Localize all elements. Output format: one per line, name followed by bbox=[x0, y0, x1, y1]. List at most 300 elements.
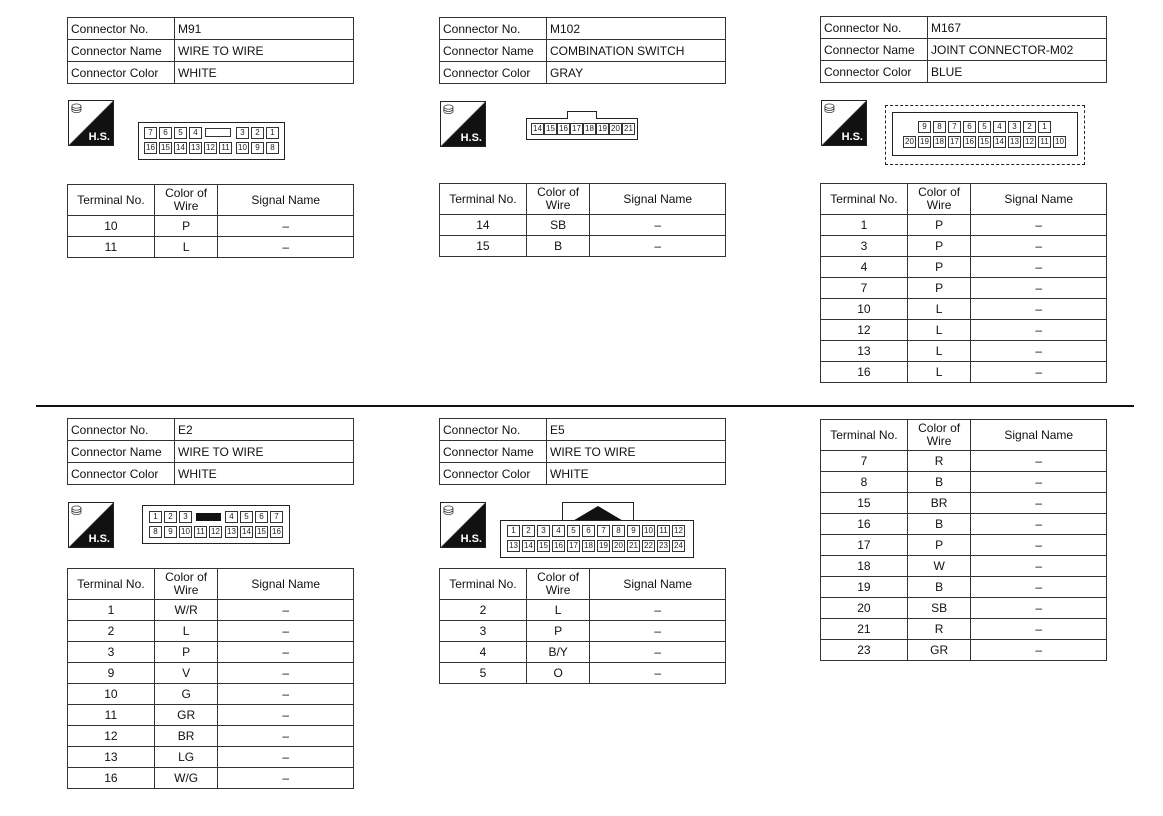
latch-slot bbox=[205, 128, 231, 137]
pin: 24 bbox=[672, 540, 685, 552]
table-row bbox=[68, 216, 354, 237]
pin: 23 bbox=[657, 540, 670, 552]
harness-side-icon bbox=[440, 502, 486, 548]
wire-color-cell: P bbox=[907, 278, 971, 299]
terminal-no-cell: 12 bbox=[821, 320, 908, 341]
terminal-no-cell: 11 bbox=[68, 237, 155, 258]
hs-label: H.S. bbox=[841, 131, 863, 143]
pin: 7 bbox=[144, 127, 157, 139]
table-row bbox=[821, 236, 1107, 257]
table-row bbox=[821, 451, 1107, 472]
wire-color-cell: GR bbox=[154, 705, 218, 726]
pin: 14 bbox=[531, 123, 544, 135]
harness-side-icon bbox=[821, 100, 867, 146]
pin: 7 bbox=[270, 511, 283, 523]
terminal-no-cell: 7 bbox=[821, 451, 908, 472]
pin: 9 bbox=[627, 525, 640, 537]
table-row bbox=[821, 320, 1107, 341]
pin: 20 bbox=[612, 540, 625, 552]
signal-name-cell: – bbox=[218, 237, 354, 258]
wire-color-header: Color of Wire bbox=[154, 569, 218, 600]
connector-info-m91 bbox=[67, 17, 354, 84]
wire-color-cell: P bbox=[907, 535, 971, 556]
pin: 13 bbox=[225, 526, 238, 538]
connector-color-value: BLUE bbox=[928, 61, 1107, 83]
signal-name-cell: – bbox=[590, 215, 726, 236]
latch-block bbox=[196, 513, 221, 521]
terminal-no-cell: 23 bbox=[821, 640, 908, 661]
pin: 12 bbox=[204, 142, 217, 154]
pin: 4 bbox=[189, 127, 202, 139]
wire-color-cell: SB bbox=[526, 215, 590, 236]
hs-label: H.S. bbox=[460, 132, 482, 144]
connector-key-e5 bbox=[562, 502, 634, 522]
pin: 13 bbox=[507, 540, 520, 552]
pin: 9 bbox=[251, 142, 264, 154]
pin: 10 bbox=[1053, 136, 1066, 148]
pin: 1 bbox=[266, 127, 279, 139]
terminal-table-m91 bbox=[67, 184, 354, 258]
wire-color-cell: B bbox=[526, 236, 590, 257]
wire-color-cell: B bbox=[907, 514, 971, 535]
table-row bbox=[68, 621, 354, 642]
signal-name-cell: – bbox=[590, 642, 726, 663]
terminal-no-cell: 16 bbox=[821, 362, 908, 383]
pin: 5 bbox=[240, 511, 253, 523]
connector-no-label: Connector No. bbox=[440, 419, 547, 441]
pin: 20 bbox=[903, 136, 916, 148]
pin: 16 bbox=[557, 123, 570, 135]
signal-name-cell: – bbox=[971, 236, 1107, 257]
connector-no-label: Connector No. bbox=[440, 18, 547, 40]
terminal-no-header: Terminal No. bbox=[68, 185, 155, 216]
table-row bbox=[440, 663, 726, 684]
wire-color-header: Color of Wire bbox=[526, 184, 590, 215]
terminal-no-cell: 20 bbox=[821, 598, 908, 619]
pin: 17 bbox=[567, 540, 580, 552]
pin: 8 bbox=[149, 526, 162, 538]
table-row bbox=[68, 600, 354, 621]
connector-name-value: WIRE TO WIRE bbox=[175, 441, 354, 463]
wire-color-cell: L bbox=[907, 341, 971, 362]
pin: 2 bbox=[522, 525, 535, 537]
pin: 1 bbox=[507, 525, 520, 537]
pin: 4 bbox=[225, 511, 238, 523]
pin: 8 bbox=[266, 142, 279, 154]
pin: 12 bbox=[209, 526, 222, 538]
pin: 21 bbox=[622, 123, 635, 135]
connector-color-value: WHITE bbox=[175, 463, 354, 485]
wire-color-header: Color of Wire bbox=[907, 420, 971, 451]
table-row bbox=[821, 514, 1107, 535]
wire-color-cell: P bbox=[907, 257, 971, 278]
connector-no-value: M167 bbox=[928, 17, 1107, 39]
table-row bbox=[821, 257, 1107, 278]
wire-color-cell: P bbox=[154, 642, 218, 663]
connector-color-value: WHITE bbox=[547, 463, 726, 485]
table-row bbox=[68, 642, 354, 663]
terminal-no-cell: 13 bbox=[68, 747, 155, 768]
pin: 4 bbox=[552, 525, 565, 537]
harness-side-icon bbox=[68, 100, 114, 146]
wire-color-cell: LG bbox=[154, 747, 218, 768]
wire-color-cell: W bbox=[907, 556, 971, 577]
pin: 7 bbox=[597, 525, 610, 537]
pin: 3 bbox=[179, 511, 192, 523]
signal-name-cell: – bbox=[971, 299, 1107, 320]
signal-name-cell: – bbox=[971, 341, 1107, 362]
connector-name-label: Connector Name bbox=[440, 40, 547, 62]
signal-name-cell: – bbox=[971, 215, 1107, 236]
pin: 6 bbox=[255, 511, 268, 523]
pin: 13 bbox=[1008, 136, 1021, 148]
terminal-no-cell: 9 bbox=[68, 663, 155, 684]
pin: 11 bbox=[219, 142, 232, 154]
pin: 16 bbox=[552, 540, 565, 552]
table-row bbox=[440, 642, 726, 663]
connector-info-m102 bbox=[439, 17, 726, 84]
table-row bbox=[821, 535, 1107, 556]
wire-color-cell: L bbox=[154, 621, 218, 642]
table-row bbox=[68, 237, 354, 258]
signal-name-cell: – bbox=[590, 621, 726, 642]
signal-name-cell: – bbox=[971, 278, 1107, 299]
pin: 15 bbox=[255, 526, 268, 538]
pin: 6 bbox=[582, 525, 595, 537]
pin: 14 bbox=[174, 142, 187, 154]
wire-color-cell: B bbox=[907, 472, 971, 493]
terminal-no-cell: 13 bbox=[821, 341, 908, 362]
connector-name-value: WIRE TO WIRE bbox=[175, 40, 354, 62]
signal-name-cell: – bbox=[590, 663, 726, 684]
terminal-no-cell: 8 bbox=[821, 472, 908, 493]
table-row bbox=[68, 726, 354, 747]
table-row bbox=[821, 215, 1107, 236]
table-row bbox=[821, 362, 1107, 383]
signal-name-cell: – bbox=[971, 535, 1107, 556]
wire-color-cell: R bbox=[907, 619, 971, 640]
connector-name-value: WIRE TO WIRE bbox=[547, 441, 726, 463]
table-row bbox=[68, 747, 354, 768]
pin: 2 bbox=[251, 127, 264, 139]
wire-color-cell: G bbox=[154, 684, 218, 705]
terminal-no-cell: 16 bbox=[68, 768, 155, 789]
table-row bbox=[440, 215, 726, 236]
terminal-no-cell: 4 bbox=[821, 257, 908, 278]
terminal-no-cell: 4 bbox=[440, 642, 527, 663]
pin: 9 bbox=[918, 121, 931, 133]
table-row bbox=[821, 299, 1107, 320]
harness-side-icon bbox=[68, 502, 114, 548]
wire-color-cell: P bbox=[907, 236, 971, 257]
table-row bbox=[821, 598, 1107, 619]
connector-name-label: Connector Name bbox=[821, 39, 928, 61]
terminal-table-m167 bbox=[820, 183, 1107, 383]
signal-name-cell: – bbox=[590, 236, 726, 257]
pin: 20 bbox=[609, 123, 622, 135]
wire-color-cell: SB bbox=[907, 598, 971, 619]
signal-name-header: Signal Name bbox=[590, 184, 726, 215]
terminal-no-header: Terminal No. bbox=[821, 184, 908, 215]
pin: 14 bbox=[993, 136, 1006, 148]
connector-no-value: M102 bbox=[547, 18, 726, 40]
pin: 3 bbox=[537, 525, 550, 537]
signal-name-cell: – bbox=[218, 684, 354, 705]
terminal-no-cell: 5 bbox=[440, 663, 527, 684]
wire-color-cell: L bbox=[907, 320, 971, 341]
signal-name-cell: – bbox=[971, 472, 1107, 493]
connector-face-e5 bbox=[500, 520, 694, 558]
pin: 19 bbox=[596, 123, 609, 135]
pin: 5 bbox=[978, 121, 991, 133]
wire-color-cell: O bbox=[526, 663, 590, 684]
hs-label: H.S. bbox=[88, 533, 110, 545]
terminal-table-e2 bbox=[67, 568, 354, 789]
connector-key bbox=[567, 111, 597, 119]
wire-color-cell: L bbox=[907, 299, 971, 320]
connector-name-label: Connector Name bbox=[68, 40, 175, 62]
wire-color-cell: W/G bbox=[154, 768, 218, 789]
pin: 7 bbox=[948, 121, 961, 133]
connector-symbol-icon: ⛁ bbox=[71, 503, 82, 518]
table-row bbox=[821, 278, 1107, 299]
terminal-no-cell: 15 bbox=[440, 236, 527, 257]
connector-info-m167 bbox=[820, 16, 1107, 83]
signal-name-cell: – bbox=[218, 216, 354, 237]
signal-name-cell: – bbox=[971, 362, 1107, 383]
signal-name-cell: – bbox=[971, 556, 1107, 577]
pin: 10 bbox=[179, 526, 192, 538]
wire-color-header: Color of Wire bbox=[526, 569, 590, 600]
terminal-no-cell: 3 bbox=[821, 236, 908, 257]
terminal-no-cell: 12 bbox=[68, 726, 155, 747]
terminal-no-cell: 10 bbox=[821, 299, 908, 320]
terminal-table-e5 bbox=[439, 568, 726, 684]
table-row bbox=[821, 472, 1107, 493]
hs-label: H.S. bbox=[88, 131, 110, 143]
signal-name-header: Signal Name bbox=[971, 184, 1107, 215]
wire-color-cell: P bbox=[526, 621, 590, 642]
connector-face-m91 bbox=[138, 122, 285, 160]
terminal-no-cell: 18 bbox=[821, 556, 908, 577]
pin: 11 bbox=[657, 525, 670, 537]
wire-color-cell: R bbox=[907, 451, 971, 472]
terminal-no-cell: 15 bbox=[821, 493, 908, 514]
terminal-no-header: Terminal No. bbox=[440, 184, 527, 215]
connector-color-label: Connector Color bbox=[440, 463, 547, 485]
connector-name-label: Connector Name bbox=[440, 441, 547, 463]
terminal-no-cell: 10 bbox=[68, 216, 155, 237]
signal-name-cell: – bbox=[218, 747, 354, 768]
terminal-no-cell: 16 bbox=[821, 514, 908, 535]
pin: 14 bbox=[522, 540, 535, 552]
wire-color-cell: L bbox=[154, 237, 218, 258]
table-row bbox=[440, 236, 726, 257]
table-row bbox=[440, 600, 726, 621]
pin: 12 bbox=[672, 525, 685, 537]
table-row bbox=[68, 663, 354, 684]
pin: 16 bbox=[963, 136, 976, 148]
section-divider bbox=[36, 405, 1134, 407]
connector-no-label: Connector No. bbox=[821, 17, 928, 39]
pin: 15 bbox=[159, 142, 172, 154]
signal-name-header: Signal Name bbox=[218, 185, 354, 216]
signal-name-cell: – bbox=[218, 663, 354, 684]
table-row bbox=[821, 577, 1107, 598]
signal-name-cell: – bbox=[218, 768, 354, 789]
connector-symbol-icon: ⛁ bbox=[71, 101, 82, 116]
pin: 6 bbox=[963, 121, 976, 133]
pin: 6 bbox=[159, 127, 172, 139]
connector-color-label: Connector Color bbox=[68, 62, 175, 84]
pin: 17 bbox=[948, 136, 961, 148]
signal-name-cell: – bbox=[971, 619, 1107, 640]
terminal-table-e5-continued bbox=[820, 419, 1107, 661]
connector-symbol-icon: ⛁ bbox=[443, 503, 454, 518]
pin: 11 bbox=[1038, 136, 1051, 148]
wire-color-cell: W/R bbox=[154, 600, 218, 621]
terminal-no-cell: 14 bbox=[440, 215, 527, 236]
pin: 13 bbox=[189, 142, 202, 154]
signal-name-cell: – bbox=[218, 621, 354, 642]
terminal-no-cell: 3 bbox=[68, 642, 155, 663]
signal-name-cell: – bbox=[971, 493, 1107, 514]
table-row bbox=[68, 768, 354, 789]
terminal-no-cell: 7 bbox=[821, 278, 908, 299]
wire-color-header: Color of Wire bbox=[154, 185, 218, 216]
signal-name-cell: – bbox=[218, 705, 354, 726]
terminal-no-cell: 21 bbox=[821, 619, 908, 640]
wire-color-cell: L bbox=[907, 362, 971, 383]
terminal-no-cell: 10 bbox=[68, 684, 155, 705]
signal-name-cell: – bbox=[971, 257, 1107, 278]
pin: 3 bbox=[236, 127, 249, 139]
signal-name-cell: – bbox=[218, 600, 354, 621]
table-row bbox=[821, 640, 1107, 661]
signal-name-cell: – bbox=[971, 598, 1107, 619]
signal-name-cell: – bbox=[590, 600, 726, 621]
pin: 15 bbox=[537, 540, 550, 552]
pin: 18 bbox=[583, 123, 596, 135]
pin: 12 bbox=[1023, 136, 1036, 148]
pin: 18 bbox=[582, 540, 595, 552]
connector-info-e5 bbox=[439, 418, 726, 485]
wire-color-cell: B/Y bbox=[526, 642, 590, 663]
pin: 10 bbox=[642, 525, 655, 537]
connector-name-value: COMBINATION SWITCH bbox=[547, 40, 726, 62]
wire-color-cell: P bbox=[154, 216, 218, 237]
terminal-no-cell: 19 bbox=[821, 577, 908, 598]
signal-name-cell: – bbox=[218, 726, 354, 747]
pin: 14 bbox=[240, 526, 253, 538]
terminal-table-m102 bbox=[439, 183, 726, 257]
signal-name-cell: – bbox=[971, 514, 1107, 535]
connector-no-value: E5 bbox=[547, 419, 726, 441]
terminal-no-header: Terminal No. bbox=[68, 569, 155, 600]
pin: 11 bbox=[194, 526, 207, 538]
connector-color-label: Connector Color bbox=[68, 463, 175, 485]
pin: 8 bbox=[933, 121, 946, 133]
signal-name-cell: – bbox=[971, 577, 1107, 598]
connector-face-e2 bbox=[142, 505, 290, 544]
connector-no-label: Connector No. bbox=[68, 18, 175, 40]
pin: 15 bbox=[544, 123, 557, 135]
pin: 8 bbox=[612, 525, 625, 537]
connector-info-e2 bbox=[67, 418, 354, 485]
terminal-no-cell: 2 bbox=[68, 621, 155, 642]
signal-name-cell: – bbox=[971, 640, 1107, 661]
pin: 19 bbox=[918, 136, 931, 148]
connector-color-value: WHITE bbox=[175, 62, 354, 84]
hs-label: H.S. bbox=[460, 533, 482, 545]
terminal-no-cell: 2 bbox=[440, 600, 527, 621]
connector-symbol-icon: ⛁ bbox=[824, 101, 835, 116]
pin: 22 bbox=[642, 540, 655, 552]
connector-name-label: Connector Name bbox=[68, 441, 175, 463]
pin: 15 bbox=[978, 136, 991, 148]
pin: 4 bbox=[993, 121, 1006, 133]
wire-color-cell: BR bbox=[154, 726, 218, 747]
terminal-no-cell: 17 bbox=[821, 535, 908, 556]
pin: 2 bbox=[1023, 121, 1036, 133]
pin: 1 bbox=[149, 511, 162, 523]
signal-name-cell: – bbox=[218, 642, 354, 663]
wire-color-cell: L bbox=[526, 600, 590, 621]
pin: 9 bbox=[164, 526, 177, 538]
terminal-no-cell: 3 bbox=[440, 621, 527, 642]
connector-symbol-icon: ⛁ bbox=[443, 102, 454, 117]
wire-color-cell: V bbox=[154, 663, 218, 684]
connector-no-value: E2 bbox=[175, 419, 354, 441]
terminal-no-header: Terminal No. bbox=[821, 420, 908, 451]
wire-color-header: Color of Wire bbox=[907, 184, 971, 215]
pin: 16 bbox=[144, 142, 157, 154]
pin: 21 bbox=[627, 540, 640, 552]
pin: 16 bbox=[270, 526, 283, 538]
connector-face-m167 bbox=[885, 105, 1085, 165]
connector-color-value: GRAY bbox=[547, 62, 726, 84]
signal-name-cell: – bbox=[971, 451, 1107, 472]
wire-color-cell: P bbox=[907, 215, 971, 236]
connector-color-label: Connector Color bbox=[821, 61, 928, 83]
table-row bbox=[821, 556, 1107, 577]
pin: 2 bbox=[164, 511, 177, 523]
pin: 10 bbox=[236, 142, 249, 154]
pin: 5 bbox=[174, 127, 187, 139]
connector-no-label: Connector No. bbox=[68, 419, 175, 441]
table-row bbox=[68, 684, 354, 705]
terminal-no-cell: 1 bbox=[68, 600, 155, 621]
signal-name-cell: – bbox=[971, 320, 1107, 341]
signal-name-header: Signal Name bbox=[971, 420, 1107, 451]
wire-color-cell: GR bbox=[907, 640, 971, 661]
wire-color-cell: B bbox=[907, 577, 971, 598]
table-row bbox=[68, 705, 354, 726]
table-row bbox=[440, 621, 726, 642]
wire-color-cell: BR bbox=[907, 493, 971, 514]
harness-side-icon bbox=[440, 101, 486, 147]
connector-face-m102 bbox=[526, 118, 638, 140]
terminal-no-header: Terminal No. bbox=[440, 569, 527, 600]
pin: 3 bbox=[1008, 121, 1021, 133]
pin: 17 bbox=[570, 123, 583, 135]
pin: 19 bbox=[597, 540, 610, 552]
pin: 1 bbox=[1038, 121, 1051, 133]
table-row bbox=[821, 619, 1107, 640]
connector-color-label: Connector Color bbox=[440, 62, 547, 84]
table-row bbox=[821, 493, 1107, 514]
signal-name-header: Signal Name bbox=[590, 569, 726, 600]
